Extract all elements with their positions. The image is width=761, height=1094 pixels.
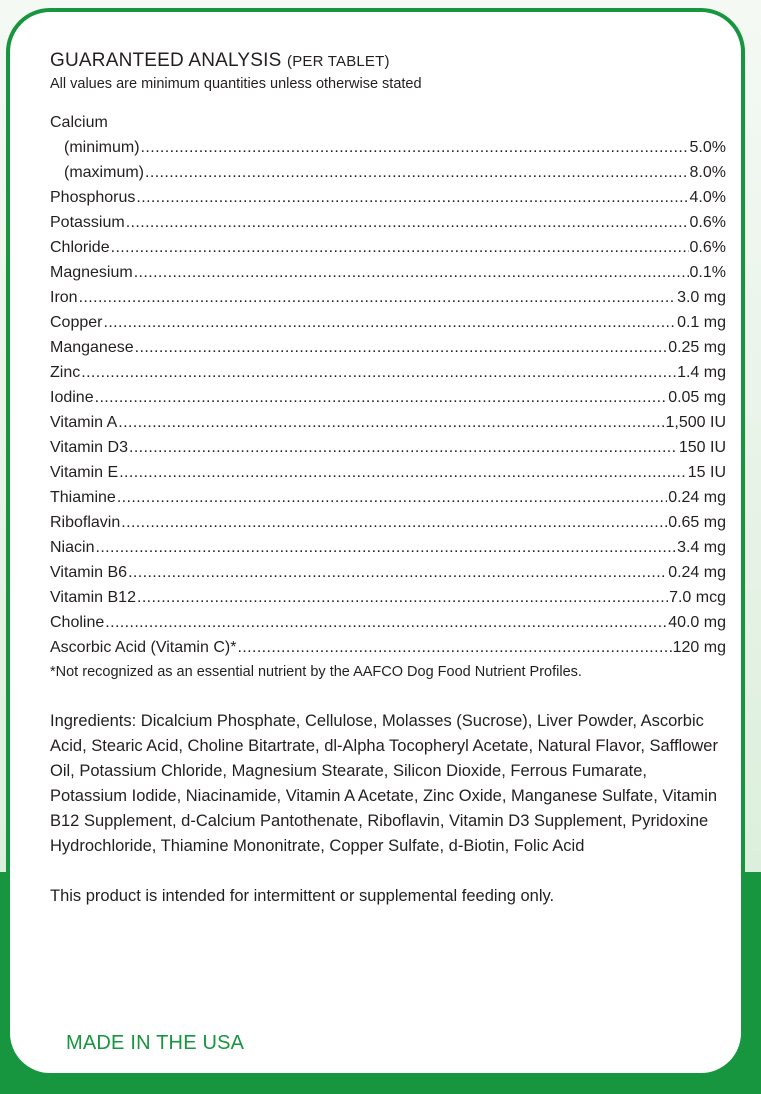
nutrient-value: 3.4 mg — [677, 539, 726, 556]
nutrient-name: Copper — [50, 314, 103, 331]
analysis-title-text: GUARANTEED ANALYSIS — [50, 50, 282, 71]
nutrient-value: 150 IU — [678, 439, 726, 456]
nutrient-value: 40.0 mg — [668, 614, 726, 631]
nutrient-value: 15 IU — [687, 464, 726, 481]
dot-leader — [137, 585, 668, 610]
dot-leader — [136, 185, 688, 210]
footnote: *Not recognized as an essential nutrient by the AAFCO Dog Food Nutrient Profiles. — [50, 664, 582, 680]
nutrient-value: 1.4 mg — [677, 364, 726, 381]
nutrient-row — [50, 560, 726, 585]
dot-leader — [111, 235, 689, 260]
nutrient-row — [50, 410, 726, 435]
nutrient-value: 0.1 mg — [677, 314, 726, 331]
nutrient-value: 7.0 mcg — [669, 589, 726, 606]
nutrient-name: Manganese — [50, 339, 134, 356]
nutrient-value: 0.25 mg — [668, 339, 726, 356]
nutrient-row — [50, 460, 726, 485]
nutrient-row — [50, 235, 726, 260]
label-content — [50, 50, 726, 907]
nutrient-row — [50, 135, 726, 160]
nutrient-name: Chloride — [50, 239, 110, 256]
nutrient-value: 0.24 mg — [668, 564, 726, 581]
nutrient-name: Iron — [50, 289, 78, 306]
dot-leader — [126, 210, 689, 235]
nutrient-name: (maximum) — [64, 164, 144, 181]
nutrient-row — [50, 585, 726, 610]
nutrient-name: (minimum) — [64, 139, 140, 156]
dot-leader — [145, 160, 689, 185]
nutrient-value: 0.65 mg — [668, 514, 726, 531]
label-panel — [6, 8, 745, 1077]
nutrient-name: Niacin — [50, 539, 95, 556]
dot-leader — [129, 435, 678, 460]
nutrient-row — [50, 360, 726, 385]
nutrient-row — [50, 185, 726, 210]
dot-leader — [121, 510, 667, 535]
nutrient-name: Vitamin B6 — [50, 564, 128, 581]
nutrient-name: Vitamin E — [50, 464, 119, 481]
dot-leader — [105, 610, 667, 635]
dot-leader — [79, 285, 677, 310]
nutrient-row — [50, 385, 726, 410]
dot-leader — [81, 360, 676, 385]
nutrient-row — [50, 160, 726, 185]
dot-leader — [95, 535, 676, 560]
nutrient-value: 0.05 mg — [668, 389, 726, 406]
nutrient-name: Choline — [50, 614, 105, 631]
nutrient-row — [50, 435, 726, 460]
nutrient-name: Ascorbic Acid (Vitamin C)* — [50, 639, 237, 656]
nutrient-row — [50, 635, 726, 660]
analysis-title-suffix: (PER TABLET) — [287, 53, 390, 70]
nutrient-name: Potassium — [50, 214, 125, 231]
nutrient-row — [50, 260, 726, 285]
dot-leader — [118, 410, 664, 435]
nutrient-value: 8.0% — [689, 164, 726, 181]
ingredients-text: Ingredients: Dicalcium Phosphate, Cellulose, Molasses (Sucrose), Liver Powder, Ascorbic Acid, Stearic Acid, Choline Bitartrate, dl-Alpha Tocopheryl Acetate, Natural Flavor, Safflower Oil, Potassium Chloride, Magnesium Stearate, Silicon Dioxide, Ferrous Fumarate, Potassium Iodide, Niacinamide, Vitamin A Acetate, Zinc Oxide, Manganese Sulfate, Vitamin B12 Supplement, d-Calcium Pantothenate, Riboflavin, Vitamin D3 Supplement, Pyridoxine Hydrochloride, Thiamine Mononitrate, Copper Sulfate, d-Biotin, Folic Acid — [50, 712, 718, 855]
feeding-statement: This product is intended for intermittent or supplemental feeding only. — [50, 887, 555, 905]
nutrient-name: Magnesium — [50, 264, 133, 281]
nutrient-row — [50, 110, 726, 135]
nutrient-name: Vitamin A — [50, 414, 118, 431]
nutrient-name: Iodine — [50, 389, 94, 406]
nutrient-value: 3.0 mg — [677, 289, 726, 306]
dot-leader — [95, 385, 668, 410]
nutrient-row — [50, 335, 726, 360]
nutrient-value: 0.6% — [689, 214, 726, 231]
nutrient-name: Calcium — [50, 114, 108, 131]
nutrient-value: 1,500 IU — [665, 414, 726, 431]
dot-leader — [103, 310, 676, 335]
analysis-title — [50, 50, 726, 73]
nutrient-name: Vitamin B12 — [50, 589, 136, 606]
dot-leader — [128, 560, 667, 585]
origin-label: MADE IN THE USA — [66, 1032, 245, 1054]
nutrient-row — [50, 285, 726, 310]
nutrient-value: 5.0% — [689, 139, 726, 156]
nutrient-name: Vitamin D3 — [50, 439, 128, 456]
dot-leader — [141, 135, 689, 160]
nutrient-row — [50, 485, 726, 510]
nutrient-name: Riboflavin — [50, 514, 121, 531]
nutrient-list — [50, 110, 726, 660]
dot-leader — [237, 635, 671, 660]
dot-leader — [134, 260, 689, 285]
nutrient-row — [50, 510, 726, 535]
nutrient-row — [50, 610, 726, 635]
nutrient-name: Thiamine — [50, 489, 116, 506]
nutrient-value: 0.6% — [689, 239, 726, 256]
nutrient-row — [50, 535, 726, 560]
nutrient-value: 120 mg — [672, 639, 726, 656]
analysis-subtitle: All values are minimum quantities unless otherwise stated — [50, 76, 422, 92]
dot-leader — [117, 485, 667, 510]
nutrient-name: Zinc — [50, 364, 81, 381]
nutrient-value: 0.24 mg — [668, 489, 726, 506]
nutrient-row — [50, 310, 726, 335]
nutrient-value: 0.1% — [689, 264, 726, 281]
nutrient-row — [50, 210, 726, 235]
dot-leader — [119, 460, 687, 485]
dot-leader — [135, 335, 668, 360]
nutrient-value: 4.0% — [689, 189, 726, 206]
nutrient-name: Phosphorus — [50, 189, 136, 206]
